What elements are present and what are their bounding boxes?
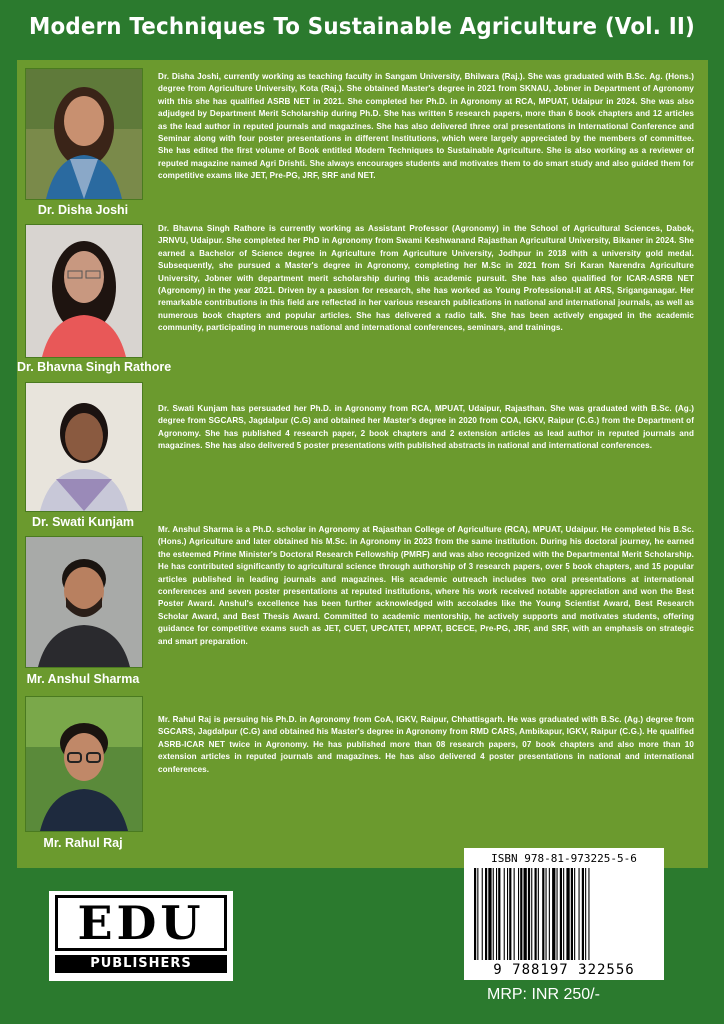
barcode (464, 848, 664, 980)
barcode-number: 9 788197 322556 (493, 962, 635, 978)
publisher-logo-subtext: PUBLISHERS (55, 955, 227, 973)
barcode-bars (472, 868, 656, 960)
author-bio: Mr. Rahul Raj is persuing his Ph.D. in Agronomy from CoA, IGKV, Raipur, Chhattisgarh. He was graduated with B.Sc. (Ag.) degree from SGCARS, Jagdalpur (C.G) and obtained his Master's degree in Agronomy from RMD CARS, Ambikapur, IGKV, Raipur (C.G.). He qualified ASRB-ICAR NET twice in Agronomy. He has published more than 08 research papers, 07 book chapters and also more than 10 extension articles in reputed journals and magazines. He has also delivered 4 poster presentations in national and international conferences. (158, 715, 694, 774)
author-name: Dr. Swati Kunjam (31, 515, 135, 529)
author-photo-rahul-raj (25, 696, 143, 832)
author-bio: Mr. Anshul Sharma is a Ph.D. scholar in Agronomy at Rajasthan College of Agriculture (RCA), MPUAT, Udaipur. He completed his B.Sc. (Hons.) Agriculture and later obtained his M.Sc. in Agronomy in 2023 from the same institution. During his doctoral journey, he earned the esteemed Prime Minister's Doctoral Research Fellowship (PMRF) and was also recognized with the Departmental Merit Scholarship. He has contributed significantly to agricultural science through authorship of 3 research papers, over 5 book chapters, and 15 popular articles published in leading journals and magazines. His academic outreach includes two oral presentations at international conferences and seven poster presentations at reputed institutions, where his work received notable appreciation and won the Best Poster Award. Anshul's excellence has been further acknowledged with accolades like the Young Scientist Award, Best Research Scholar Award, and Best Thesis Award. Committed to academic mentorship, he actively supports and motivates students, offering guidance for competitive exams such as JET, CUET, UPCATET, MPPAT, BCECE, Pre-PG, JRF, and SRF, with an emphasis on strategic and smart preparation. (158, 525, 694, 646)
author-photo-bhavna-singh-rathore (25, 224, 143, 358)
author-photo-swati-kunjam (25, 382, 143, 512)
author-bio: Dr. Swati Kunjam has persuaded her Ph.D. in Agronomy from RCA, MPUAT, Udaipur, Rajasthan. She was graduated with B.Sc. (Ag.) degree from SGCARS, Jagdalpur (C.G) and obtained her Master's degree in 2020 from COA, IGKV, Raipur (C.G.) from the Department of Agronomy. She has published 4 research paper, 2 book chapters and 2 extension articles as lead author in reputed journals and magazines. She has also delivered 5 poster presentations with published abstracts in national and international conferences. (158, 404, 694, 451)
book-title: Modern Techniques To Sustainable Agriculture (Vol. II) (29, 14, 695, 40)
author-name: Mr. Anshul Sharma (26, 672, 140, 686)
author-photo-anshul-sharma (25, 536, 143, 668)
price-label: MRP: INR 250/- (487, 986, 600, 1003)
author-name: Dr. Bhavna Singh Rathore (17, 360, 172, 374)
author-bio: Dr. Bhavna Singh Rathore is currently working as Assistant Professor (Agronomy) in the School of Agricultural Sciences, Dabok, JRNVU, Udaipur. She completed her PhD in Agronomy from Swami Keshwanand Rajasthan Agricultural University, Bikaner in 2024. She earned a Bachelor of Science degree in Agriculture from Agriculture University, Jodhpur in 2018 with a university gold medal. Subsequently, she pursued a Master's degree in Agronomy, completing her M.Sc in 2021 from Sri Karan Narendra Agriculture University, Jobner with department merit scholarship during this academic pursuit. She has also qualified for ICAR-ASRB NET (Agronomy) in the year 2021. Driven by a passion for research, she has worked as Young Professional-II at ARS, Sriganganagar. Her remarkable contributions in this field are reflected in her various research publications in national and international journals, as well as numerous book chapters and popular articles. She has delivered a radio talk. She has been actively engaged in the academic community, participating in numerous national and international conferences, seminars, and trainings. (158, 224, 694, 333)
author-name: Dr. Disha Joshi (37, 203, 129, 217)
author-photo-disha-joshi (25, 68, 143, 200)
isbn-label: ISBN 978-81-973225-5-6 (491, 852, 637, 865)
author-panel (17, 60, 708, 868)
author-name: Mr. Rahul Raj (43, 836, 123, 850)
publisher-logo-text: EDU (55, 895, 227, 951)
author-bio: Dr. Disha Joshi, currently working as teaching faculty in Sangam University, Bhilwara (Raj.). She was graduated with B.Sc. Ag. (Hons.) degree from Agriculture University, Kota (Raj.). She obtained Master's degree in 2021 from SKNAU, Jobner in Department of Agronomy with this she has qualified ASRB NET in 2021. She completed her Ph.D. in Agronomy at RCA, MPUAT, Udaipur in 2024. She was also adjudged by Department Merit Scholarship during Ph.D. She has written 5 research papers, more than 6 book chapters and 12 articles as the lead author in reputed journals and magazines. She has also delivered three oral presentations in International Conference and Seminar along with four poster presentations in different Institutions, which were largely appreciated by the members of committee. She has edited the first volume of Book entitled Modern Techniques to Sustainable Agriculture. She is also working as a reviewer of reputed magazine named Agri Drishti. She always encourages students and motivates them to do smart study and also guided them for competitive exams like JET, Pre-PG, JRF, SRF and NET. (158, 72, 694, 181)
publisher-logo (49, 891, 233, 981)
